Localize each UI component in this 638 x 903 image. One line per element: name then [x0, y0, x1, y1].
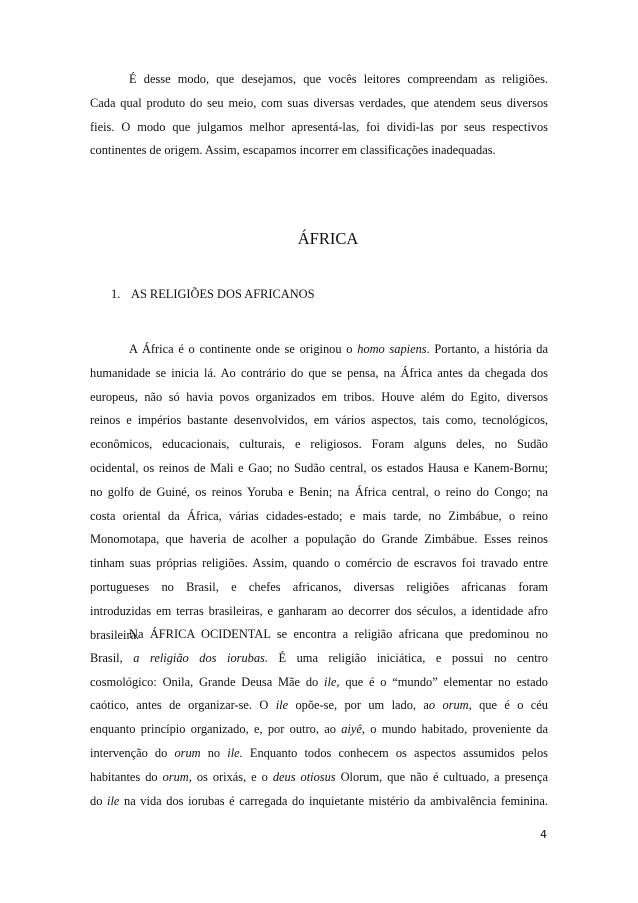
- text-line: [90, 647, 548, 671]
- page-number: 4: [540, 828, 547, 841]
- text-run: continentes de origem. Assim, escapamos incorrer em classificações inadequadas.: [90, 143, 496, 158]
- text-run: introduzidas em terras brasileiras, e ganharam ao decorrer dos séculos, a identidade afro: [90, 603, 548, 618]
- text-line: [90, 790, 548, 814]
- text-run: Monomotapa, que haveria de acolher a população do Grande Zimbábue. Esses reinos: [90, 532, 548, 547]
- text-run: A África é o continente onde se originou o: [129, 342, 358, 356]
- text-run: Na ÁFRICA OCIDENTAL se encontra a religião africana que predominou no: [129, 627, 548, 641]
- text-line: [90, 338, 548, 362]
- text-line: [90, 433, 548, 457]
- text-run: ocidental, os reinos de Mali e Gao; no Sudão central, os estados Hausa e Kanem-Bornu;: [90, 460, 548, 475]
- text-run: É desse modo, que desejamos, que vocês leitores compreendam as religiões.: [129, 72, 548, 86]
- text-run: que é o “mundo” elementar no estado: [339, 674, 549, 689]
- text-line: [90, 409, 548, 433]
- text-line: [90, 623, 548, 647]
- text-line: [90, 718, 548, 742]
- italic-text: ile: [107, 793, 120, 808]
- text-run: É uma religião iniciática, e possui no centro: [267, 650, 548, 665]
- text-run: opõe-se, por um lado, a: [288, 698, 429, 713]
- subsection-title: AS RELIGIÕES DOS AFRICANOS: [131, 287, 315, 301]
- text-line: [90, 576, 548, 600]
- text-line: [90, 671, 548, 695]
- text-line: [90, 528, 548, 552]
- italic-text: homo sapiens: [357, 342, 427, 356]
- text-run: . Portanto, a história da: [426, 342, 548, 356]
- text-run: reinos e impérios bastante desenvolvidos, em vários aspectos, tais como, tecnológicos,: [90, 413, 548, 428]
- italic-text: ile.: [227, 745, 243, 760]
- body-paragraph-2: [90, 623, 548, 813]
- body-paragraph-1: [90, 338, 548, 647]
- italic-text: a religião dos iorubas.: [133, 650, 268, 665]
- text-run: intervenção do: [90, 745, 175, 760]
- text-run: que é o céu: [471, 698, 548, 713]
- text-line: [90, 481, 548, 505]
- text-run: enquanto princípio organizado, e, por outro, ao: [90, 722, 342, 737]
- italic-text: deus otiosus: [272, 769, 336, 784]
- italic-text: ile: [275, 698, 289, 713]
- italic-text: orum: [162, 769, 189, 784]
- italic-text: orum: [174, 745, 201, 760]
- text-line: [90, 766, 548, 790]
- text-run: cosmológico: Onila, Grande Deusa Mãe do: [90, 674, 325, 689]
- text-line: [90, 694, 548, 718]
- section-heading: ÁFRICA: [297, 229, 359, 248]
- text-line: [90, 139, 548, 163]
- text-run: europeus, não só havia povos organizados em tribos. Houve além do Egito, diversos: [90, 389, 548, 404]
- text-run: econômicos, educacionais, culturais, e religiosos. Foram alguns deles, no Sudão: [90, 437, 548, 452]
- text-run: tinham suas próprias religiões. Assim, quando o comércio de escravos foi travado entre: [90, 556, 548, 571]
- text-run: costa oriental da África, várias cidades-estado; e mais tarde, no Zimbábue, o reino: [90, 508, 548, 523]
- text-run: humanidade se inicia lá. Ao contrário do que se pensa, na África antes da chegada dos: [90, 365, 548, 380]
- italic-text: aiyê: [341, 722, 362, 737]
- text-line: [90, 552, 548, 576]
- text-line: [90, 92, 548, 116]
- text-run: Enquanto todos conhecem os aspectos assumidos pelos: [242, 745, 548, 760]
- intro-paragraph: [90, 68, 548, 163]
- text-run: na vida dos iorubas é carregada do inquietante mistério da ambivalência feminina.: [119, 793, 548, 808]
- italic-text: ile,: [324, 674, 340, 689]
- text-line: [90, 505, 548, 529]
- text-run: habitantes do: [90, 769, 163, 784]
- text-run: portugueses no Brasil, e chefes africanos, diversas religiões africanas foram: [90, 579, 548, 594]
- text-run: caótico, antes de organizar-se. O: [90, 698, 276, 713]
- text-line: [90, 600, 548, 624]
- subsection-number: 1.: [111, 287, 121, 301]
- text-line: [90, 68, 548, 92]
- text-line: [90, 362, 548, 386]
- subsection-heading: [111, 282, 314, 306]
- text-run: fieis. O modo que julgamos melhor apresentá-las, foi dividi-las por seus respectivos: [90, 119, 548, 134]
- text-run: brasileira.: [90, 627, 140, 642]
- text-run: , os orixás, e o: [188, 769, 273, 784]
- text-line: [90, 457, 548, 481]
- text-run: Brasil,: [90, 650, 134, 665]
- text-run: Olorum, que não é cultuado, a presença: [335, 769, 548, 784]
- text-line: [90, 116, 548, 140]
- text-run: , o mundo habitado, proveniente da: [361, 722, 548, 737]
- text-run: do: [90, 793, 107, 808]
- italic-text: o orum,: [428, 698, 472, 713]
- text-line: [90, 742, 548, 766]
- text-run: no: [200, 745, 228, 760]
- text-run: Cada qual produto do seu meio, com suas diversas verdades, que atendem seus diversos: [90, 95, 548, 110]
- text-run: no golfo de Guiné, os reinos Yoruba e Benin; na África central, o reino do Congo; na: [90, 484, 548, 499]
- text-line: [90, 386, 548, 410]
